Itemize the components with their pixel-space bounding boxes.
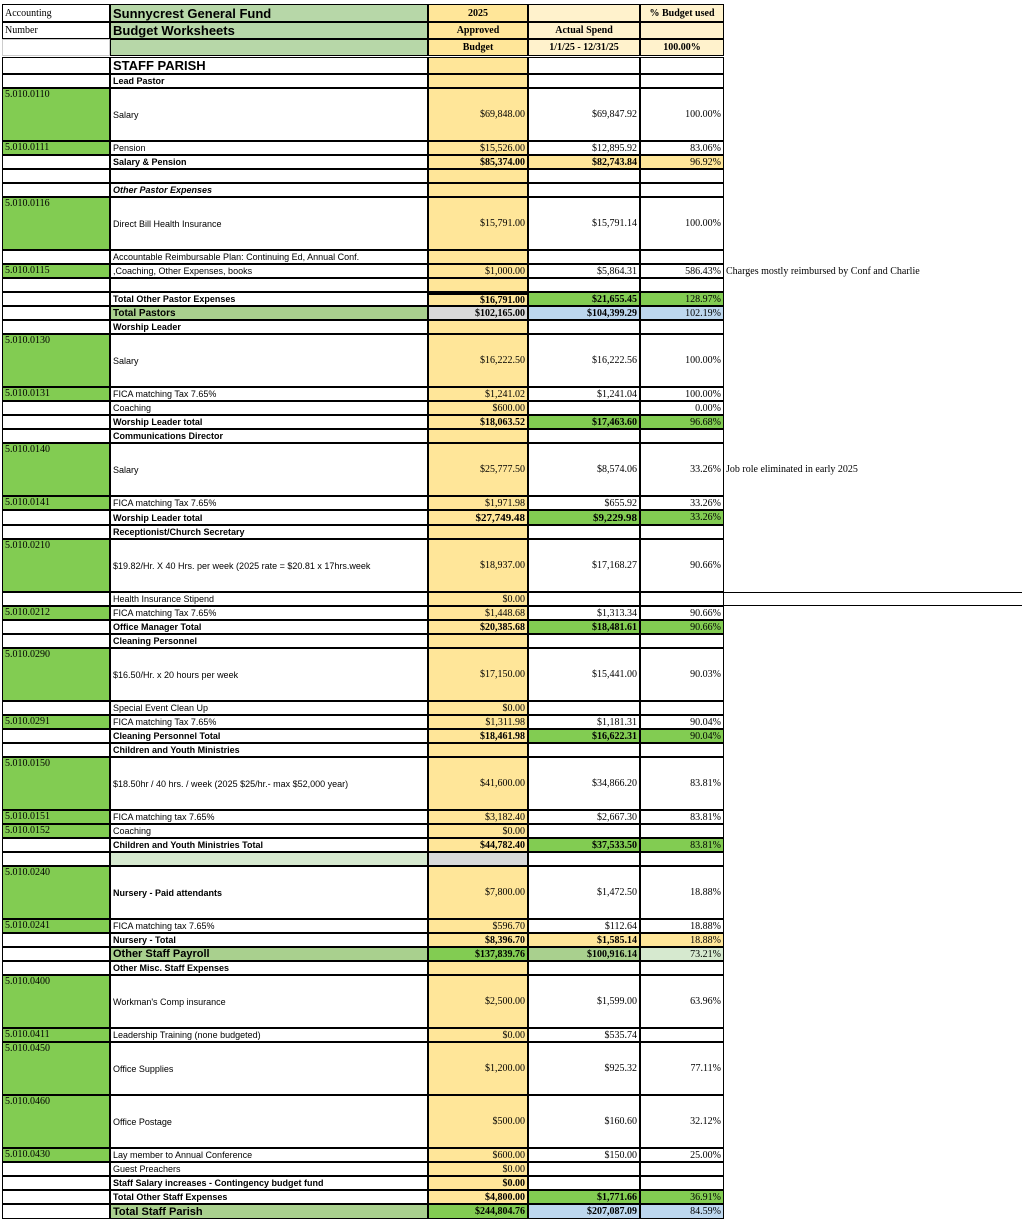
budget-cell[interactable]: $1,311.98	[428, 715, 528, 729]
header-number[interactable]: Number	[2, 22, 110, 39]
pct-used-cell[interactable]: 586.43%	[640, 264, 724, 278]
pct-used-cell[interactable]: 90.66%	[640, 606, 724, 620]
line-item-label[interactable]: Salary	[110, 334, 428, 387]
line-item-label[interactable]: Worship Leader total	[110, 415, 428, 429]
actual-cell[interactable]: $1,241.04	[528, 387, 640, 401]
account-number-cell[interactable]	[2, 250, 110, 264]
account-number-cell[interactable]: 5.010.0212	[2, 606, 110, 620]
budget-cell[interactable]: $102,165.00	[428, 306, 528, 320]
line-item-label[interactable]: Salary	[110, 443, 428, 496]
line-item-label[interactable]: Lay member to Annual Conference	[110, 1148, 428, 1162]
actual-cell[interactable]	[528, 429, 640, 443]
pct-used-cell[interactable]: 18.88%	[640, 933, 724, 947]
line-item-label[interactable]: Cleaning Personnel Total	[110, 729, 428, 743]
line-item-label[interactable]: Other Pastor Expenses	[110, 183, 428, 197]
pct-used-cell[interactable]: 83.81%	[640, 757, 724, 810]
pct-used-cell[interactable]: 100.00%	[640, 197, 724, 250]
budget-cell[interactable]: $17,150.00	[428, 648, 528, 701]
pct-used-cell[interactable]	[640, 429, 724, 443]
budget-cell[interactable]: $600.00	[428, 1148, 528, 1162]
line-item-label[interactable]: Coaching	[110, 824, 428, 838]
actual-cell[interactable]: $1,771.66	[528, 1190, 640, 1204]
account-number-cell[interactable]	[2, 729, 110, 743]
account-number-cell[interactable]: 5.010.0400	[2, 975, 110, 1028]
actual-cell[interactable]	[528, 169, 640, 183]
account-number-cell[interactable]	[2, 1190, 110, 1204]
pct-used-cell[interactable]: 83.81%	[640, 838, 724, 852]
section-budget-blank[interactable]	[428, 57, 528, 74]
pct-used-cell[interactable]	[640, 824, 724, 838]
budget-cell[interactable]: $41,600.00	[428, 757, 528, 810]
line-item-label[interactable]: Direct Bill Health Insurance	[110, 197, 428, 250]
actual-cell[interactable]	[528, 592, 640, 606]
actual-cell[interactable]: $925.32	[528, 1042, 640, 1095]
actual-cell[interactable]: $160.60	[528, 1095, 640, 1148]
budget-cell[interactable]: $1,000.00	[428, 264, 528, 278]
pct-blank[interactable]	[640, 22, 724, 39]
account-number-cell[interactable]	[2, 701, 110, 715]
header-blank[interactable]	[2, 39, 110, 56]
budget-cell[interactable]: $0.00	[428, 1028, 528, 1042]
line-item-label[interactable]: Children and Youth Ministries Total	[110, 838, 428, 852]
actual-cell[interactable]: $34,866.20	[528, 757, 640, 810]
line-item-label[interactable]: Office Manager Total	[110, 620, 428, 634]
budget-cell[interactable]: $0.00	[428, 824, 528, 838]
pct-used-cell[interactable]: 100.00%	[640, 334, 724, 387]
actual-cell[interactable]	[528, 701, 640, 715]
pct-used-cell[interactable]	[640, 1162, 724, 1176]
budget-cell[interactable]: $16,791.00	[428, 292, 528, 306]
actual-cell[interactable]	[528, 1176, 640, 1190]
section-acct-blank[interactable]	[2, 57, 110, 74]
actual-cell[interactable]: $1,472.50	[528, 866, 640, 919]
actual-cell[interactable]: $15,791.14	[528, 197, 640, 250]
pct-used-cell[interactable]: 33.26%	[640, 496, 724, 510]
pct-used-cell[interactable]: 100.00%	[640, 88, 724, 141]
account-number-cell[interactable]: 5.010.0150	[2, 757, 110, 810]
account-number-cell[interactable]	[2, 525, 110, 539]
actual-cell[interactable]	[528, 278, 640, 292]
budget-cell[interactable]	[428, 250, 528, 264]
account-number-cell[interactable]	[2, 401, 110, 415]
line-item-label[interactable]: Office Postage	[110, 1095, 428, 1148]
account-number-cell[interactable]	[2, 1204, 110, 1219]
actual-cell[interactable]: $82,743.84	[528, 155, 640, 169]
line-item-label[interactable]: Salary & Pension	[110, 155, 428, 169]
budget-cell[interactable]: $15,526.00	[428, 141, 528, 155]
actual-cell[interactable]: $9,229.98	[528, 510, 640, 525]
budget-cell[interactable]	[428, 320, 528, 334]
pct-used-header[interactable]: % Budget used	[640, 4, 724, 22]
line-item-label[interactable]: Workman's Comp insurance	[110, 975, 428, 1028]
line-item-label[interactable]: FICA matching Tax 7.65%	[110, 387, 428, 401]
budget-cell[interactable]: $20,385.68	[428, 620, 528, 634]
budget-cell[interactable]: $2,500.00	[428, 975, 528, 1028]
line-item-label[interactable]: Other Staff Payroll	[110, 947, 428, 961]
account-number-cell[interactable]	[2, 320, 110, 334]
pct-used-cell[interactable]	[640, 701, 724, 715]
budget-cell[interactable]: $18,461.98	[428, 729, 528, 743]
line-item-label[interactable]: Other Misc. Staff Expenses	[110, 961, 428, 975]
actual-cell[interactable]: $112.64	[528, 919, 640, 933]
budget-cell[interactable]: $0.00	[428, 592, 528, 606]
line-item-label[interactable]: $18.50hr / 40 hrs. / week (2025 $25/hr.- max $52,000 year)	[110, 757, 428, 810]
account-number-cell[interactable]	[2, 933, 110, 947]
actual-cell[interactable]: $1,313.34	[528, 606, 640, 620]
pct-used-cell[interactable]: 90.03%	[640, 648, 724, 701]
account-number-cell[interactable]: 5.010.0210	[2, 539, 110, 592]
pct-used-cell[interactable]	[640, 320, 724, 334]
budget-cell[interactable]: $500.00	[428, 1095, 528, 1148]
actual-cell[interactable]	[528, 320, 640, 334]
account-number-cell[interactable]	[2, 620, 110, 634]
account-number-cell[interactable]	[2, 169, 110, 183]
budget-cell[interactable]	[428, 183, 528, 197]
worksheet-title[interactable]: Budget Worksheets	[110, 22, 428, 39]
section-title[interactable]: STAFF PARISH	[110, 57, 428, 74]
budget-year-header[interactable]: 2025	[428, 4, 528, 22]
pct-used-cell[interactable]	[640, 169, 724, 183]
line-item-label[interactable]: Communications Director	[110, 429, 428, 443]
pct-used-cell[interactable]: 32.12%	[640, 1095, 724, 1148]
actual-cell[interactable]: $12,895.92	[528, 141, 640, 155]
budget-cell[interactable]: $4,800.00	[428, 1190, 528, 1204]
budget-header[interactable]: Budget	[428, 39, 528, 56]
actual-cell[interactable]: $207,087.09	[528, 1204, 640, 1219]
budget-cell[interactable]: $1,971.98	[428, 496, 528, 510]
period-header[interactable]: 1/1/25 - 12/31/25	[528, 39, 640, 56]
account-number-cell[interactable]	[2, 1162, 110, 1176]
header-accounting[interactable]: Accounting	[2, 4, 110, 22]
budget-cell[interactable]: $7,800.00	[428, 866, 528, 919]
account-number-cell[interactable]: 5.010.0140	[2, 443, 110, 496]
pct-used-cell[interactable]	[640, 183, 724, 197]
budget-cell[interactable]: $69,848.00	[428, 88, 528, 141]
budget-cell[interactable]: $1,241.02	[428, 387, 528, 401]
account-number-cell[interactable]: 5.010.0240	[2, 866, 110, 919]
account-number-cell[interactable]	[2, 1176, 110, 1190]
line-item-label[interactable]	[110, 852, 428, 866]
pct-used-cell[interactable]: 90.66%	[640, 620, 724, 634]
budget-cell[interactable]	[428, 278, 528, 292]
actual-cell[interactable]: $655.92	[528, 496, 640, 510]
budget-cell[interactable]: $8,396.70	[428, 933, 528, 947]
actual-cell[interactable]: $16,622.31	[528, 729, 640, 743]
line-item-label[interactable]: FICA matching tax 7.65%	[110, 810, 428, 824]
actual-cell[interactable]	[528, 1162, 640, 1176]
budget-cell[interactable]	[428, 525, 528, 539]
line-item-label[interactable]: Lead Pastor	[110, 74, 428, 88]
budget-cell[interactable]	[428, 743, 528, 757]
pct-used-cell[interactable]	[640, 852, 724, 866]
line-item-label[interactable]: FICA matching Tax 7.65%	[110, 606, 428, 620]
line-item-label[interactable]: Staff Salary increases - Contingency budget fund	[110, 1176, 428, 1190]
budget-cell[interactable]: $600.00	[428, 401, 528, 415]
actual-cell[interactable]: $69,847.92	[528, 88, 640, 141]
account-number-cell[interactable]: 5.010.0430	[2, 1148, 110, 1162]
pct-used-cell[interactable]: 100.00%	[640, 387, 724, 401]
actual-cell[interactable]: $535.74	[528, 1028, 640, 1042]
actual-cell[interactable]: $1,181.31	[528, 715, 640, 729]
pct-used-cell[interactable]: 90.66%	[640, 539, 724, 592]
line-item-label[interactable]: FICA matching tax 7.65%	[110, 919, 428, 933]
actual-cell[interactable]	[528, 250, 640, 264]
account-number-cell[interactable]: 5.010.0130	[2, 334, 110, 387]
pct-used-cell[interactable]: 77.11%	[640, 1042, 724, 1095]
line-item-label[interactable]: Health Insurance Stipend	[110, 592, 428, 606]
account-number-cell[interactable]: 5.010.0111	[2, 141, 110, 155]
pct-used-cell[interactable]	[640, 250, 724, 264]
actual-cell[interactable]	[528, 961, 640, 975]
account-number-cell[interactable]: 5.010.0110	[2, 88, 110, 141]
pct-used-cell[interactable]: 90.04%	[640, 715, 724, 729]
pct-period-header[interactable]: 100.00%	[640, 39, 724, 56]
actual-cell[interactable]	[528, 401, 640, 415]
budget-cell[interactable]	[428, 852, 528, 866]
line-item-label[interactable]: Office Supplies	[110, 1042, 428, 1095]
budget-cell[interactable]: $137,839.76	[428, 947, 528, 961]
actual-spend-header[interactable]: Actual Spend	[528, 22, 640, 39]
budget-cell[interactable]: $85,374.00	[428, 155, 528, 169]
budget-cell[interactable]: $27,749.48	[428, 510, 528, 525]
budget-cell[interactable]: $0.00	[428, 1176, 528, 1190]
account-number-cell[interactable]: 5.010.0131	[2, 387, 110, 401]
line-item-label[interactable]: Total Staff Parish	[110, 1204, 428, 1219]
actual-cell[interactable]: $8,574.06	[528, 443, 640, 496]
actual-cell[interactable]	[528, 824, 640, 838]
line-item-label[interactable]	[110, 169, 428, 183]
pct-used-cell[interactable]: 83.81%	[640, 810, 724, 824]
budget-cell[interactable]: $16,222.50	[428, 334, 528, 387]
actual-cell[interactable]	[528, 525, 640, 539]
line-item-label[interactable]: Accountable Reimbursable Plan: Continuing Ed, Annual Conf.	[110, 250, 428, 264]
budget-cell[interactable]: $244,804.76	[428, 1204, 528, 1219]
line-item-label[interactable]: Leadership Training (none budgeted)	[110, 1028, 428, 1042]
account-number-cell[interactable]: 5.010.0115	[2, 264, 110, 278]
line-item-label[interactable]: Cleaning Personnel	[110, 634, 428, 648]
line-item-label[interactable]: Children and Youth Ministries	[110, 743, 428, 757]
account-number-cell[interactable]: 5.010.0291	[2, 715, 110, 729]
actual-blank[interactable]	[528, 4, 640, 22]
title-blank[interactable]	[110, 39, 428, 56]
pct-used-cell[interactable]	[640, 74, 724, 88]
pct-used-cell[interactable]	[640, 1028, 724, 1042]
pct-used-cell[interactable]	[640, 592, 724, 606]
line-item-label[interactable]: Worship Leader	[110, 320, 428, 334]
line-item-label[interactable]: FICA matching Tax 7.65%	[110, 715, 428, 729]
line-item-label[interactable]: $16.50/Hr. x 20 hours per week	[110, 648, 428, 701]
account-number-cell[interactable]: 5.010.0152	[2, 824, 110, 838]
row-note: Job role eliminated in early 2025	[726, 464, 858, 475]
line-item-label[interactable]: Total Other Staff Expenses	[110, 1190, 428, 1204]
pct-used-cell[interactable]: 96.68%	[640, 415, 724, 429]
row-note: Charges mostly reimbursed by Conf and Charlie	[726, 265, 920, 277]
account-number-cell[interactable]	[2, 852, 110, 866]
pct-used-cell[interactable]: 36.91%	[640, 1190, 724, 1204]
account-number-cell[interactable]	[2, 278, 110, 292]
budget-cell[interactable]	[428, 429, 528, 443]
line-item-label[interactable]	[110, 278, 428, 292]
account-number-cell[interactable]	[2, 155, 110, 169]
actual-cell[interactable]: $21,655.45	[528, 292, 640, 306]
actual-cell[interactable]	[528, 852, 640, 866]
row-extension-line	[724, 592, 1022, 606]
actual-cell[interactable]: $37,533.50	[528, 838, 640, 852]
budget-cell[interactable]	[428, 169, 528, 183]
pct-used-cell[interactable]: 83.06%	[640, 141, 724, 155]
account-number-cell[interactable]	[2, 415, 110, 429]
actual-cell[interactable]	[528, 634, 640, 648]
fund-title[interactable]: Sunnycrest General Fund	[110, 4, 428, 22]
pct-used-cell[interactable]: 18.88%	[640, 919, 724, 933]
account-number-cell[interactable]	[2, 947, 110, 961]
account-number-cell[interactable]: 5.010.0411	[2, 1028, 110, 1042]
account-number-cell[interactable]: 5.010.0241	[2, 919, 110, 933]
account-number-cell[interactable]: 5.010.0116	[2, 197, 110, 250]
pct-used-cell[interactable]: 84.59%	[640, 1204, 724, 1219]
pct-used-cell[interactable]	[640, 634, 724, 648]
pct-used-cell[interactable]: 18.88%	[640, 866, 724, 919]
budget-cell[interactable]: $44,782.40	[428, 838, 528, 852]
account-number-cell[interactable]: 5.010.0141	[2, 496, 110, 510]
line-item-label[interactable]: $19.82/Hr. X 40 Hrs. per week (2025 rate = $20.81 x 17hrs.week	[110, 539, 428, 592]
section-pct-blank[interactable]	[640, 57, 724, 74]
budget-cell[interactable]: $0.00	[428, 1162, 528, 1176]
account-number-cell[interactable]	[2, 429, 110, 443]
pct-used-cell[interactable]	[640, 525, 724, 539]
pct-used-cell[interactable]: 0.00%	[640, 401, 724, 415]
account-number-cell[interactable]: 5.010.0290	[2, 648, 110, 701]
pct-used-cell[interactable]: 96.92%	[640, 155, 724, 169]
account-number-cell[interactable]	[2, 743, 110, 757]
budget-cell[interactable]: $1,200.00	[428, 1042, 528, 1095]
account-number-cell[interactable]	[2, 592, 110, 606]
pct-used-cell[interactable]: 33.26%	[640, 443, 724, 496]
account-number-cell[interactable]: 5.010.0460	[2, 1095, 110, 1148]
line-item-label[interactable]: ,Coaching, Other Expenses, books	[110, 264, 428, 278]
budget-cell[interactable]: $18,937.00	[428, 539, 528, 592]
actual-cell[interactable]	[528, 743, 640, 757]
actual-cell[interactable]: $17,168.27	[528, 539, 640, 592]
pct-used-cell[interactable]	[640, 961, 724, 975]
actual-cell[interactable]: $1,599.00	[528, 975, 640, 1028]
actual-cell[interactable]: $15,441.00	[528, 648, 640, 701]
budget-cell[interactable]	[428, 634, 528, 648]
pct-used-cell[interactable]: 63.96%	[640, 975, 724, 1028]
actual-cell[interactable]: $104,399.29	[528, 306, 640, 320]
pct-used-cell[interactable]: 25.00%	[640, 1148, 724, 1162]
section-actual-blank[interactable]	[528, 57, 640, 74]
account-number-cell[interactable]: 5.010.0151	[2, 810, 110, 824]
actual-cell[interactable]: $17,463.60	[528, 415, 640, 429]
approved-header[interactable]: Approved	[428, 22, 528, 39]
pct-used-cell[interactable]: 73.21%	[640, 947, 724, 961]
budget-cell[interactable]: $0.00	[428, 701, 528, 715]
actual-cell[interactable]: $5,864.31	[528, 264, 640, 278]
pct-used-cell[interactable]: 33.26%	[640, 510, 724, 525]
line-item-label[interactable]: Nursery - Total	[110, 933, 428, 947]
account-number-cell[interactable]	[2, 961, 110, 975]
budget-cell[interactable]: $15,791.00	[428, 197, 528, 250]
actual-cell[interactable]	[528, 183, 640, 197]
pct-used-cell[interactable]	[640, 743, 724, 757]
actual-cell[interactable]: $18,481.61	[528, 620, 640, 634]
account-number-cell[interactable]	[2, 292, 110, 306]
pct-used-cell[interactable]: 90.04%	[640, 729, 724, 743]
line-item-label[interactable]: Guest Preachers	[110, 1162, 428, 1176]
account-number-cell[interactable]	[2, 183, 110, 197]
budget-cell[interactable]: $1,448.68	[428, 606, 528, 620]
actual-cell[interactable]: $2,667.30	[528, 810, 640, 824]
pct-used-cell[interactable]: 128.97%	[640, 292, 724, 306]
line-item-label[interactable]: Coaching	[110, 401, 428, 415]
account-number-cell[interactable]: 5.010.0450	[2, 1042, 110, 1095]
pct-used-cell[interactable]: 102.19%	[640, 306, 724, 320]
account-number-cell[interactable]	[2, 838, 110, 852]
pct-used-cell[interactable]	[640, 278, 724, 292]
line-item-label[interactable]: Receptionist/Church Secretary	[110, 525, 428, 539]
account-number-cell[interactable]	[2, 74, 110, 88]
line-item-label[interactable]: Salary	[110, 88, 428, 141]
pct-used-cell[interactable]	[640, 1176, 724, 1190]
budget-cell[interactable]: $25,777.50	[428, 443, 528, 496]
line-item-label[interactable]: Worship Leader total	[110, 510, 428, 525]
account-number-cell[interactable]	[2, 510, 110, 525]
line-item-label[interactable]: Total Other Pastor Expenses	[110, 292, 428, 306]
line-item-label[interactable]: Total Pastors	[110, 306, 428, 320]
account-number-cell[interactable]	[2, 634, 110, 648]
actual-cell[interactable]: $100,916.14	[528, 947, 640, 961]
line-item-label[interactable]: Special Event Clean Up	[110, 701, 428, 715]
actual-cell[interactable]	[528, 74, 640, 88]
actual-cell[interactable]: $1,585.14	[528, 933, 640, 947]
line-item-label[interactable]: Pension	[110, 141, 428, 155]
budget-cell[interactable]: $18,063.52	[428, 415, 528, 429]
line-item-label[interactable]: Nursery - Paid attendants	[110, 866, 428, 919]
budget-cell[interactable]: $596.70	[428, 919, 528, 933]
line-item-label[interactable]: FICA matching Tax 7.65%	[110, 496, 428, 510]
actual-cell[interactable]: $16,222.56	[528, 334, 640, 387]
budget-cell[interactable]	[428, 74, 528, 88]
actual-cell[interactable]: $150.00	[528, 1148, 640, 1162]
budget-cell[interactable]	[428, 961, 528, 975]
account-number-cell[interactable]	[2, 306, 110, 320]
budget-cell[interactable]: $3,182.40	[428, 810, 528, 824]
